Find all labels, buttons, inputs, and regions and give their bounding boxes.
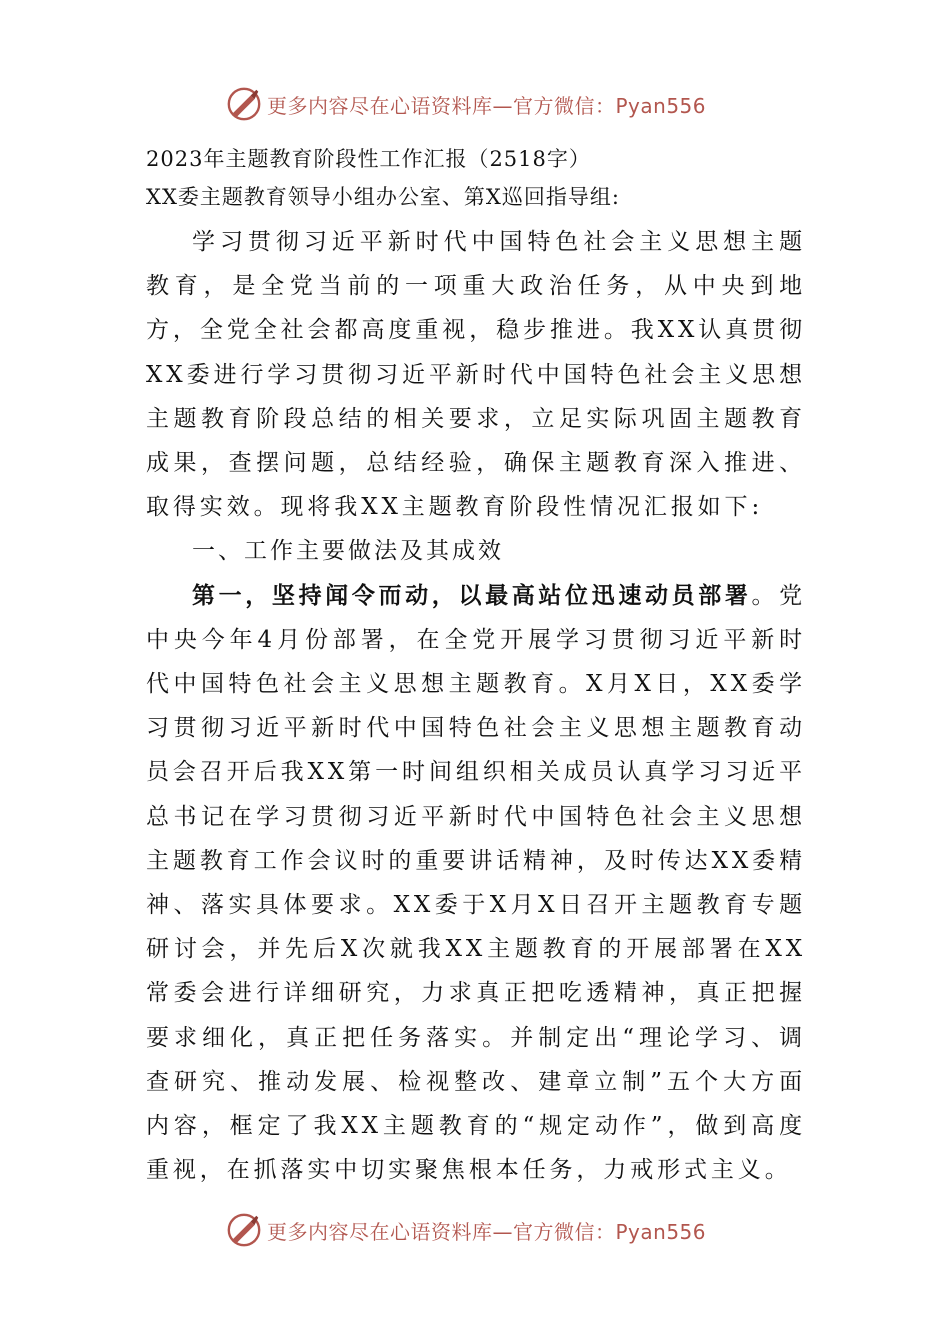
document-title: 2023年主题教育阶段性工作汇报（2518字） <box>146 147 591 171</box>
document-body <box>146 140 806 1192</box>
point-paragraph <box>146 574 806 1193</box>
watermark-text: 更多内容尽在心语资料库—官方微信：Pyan556 <box>267 1219 707 1244</box>
pen-nib-circle-icon <box>225 1211 263 1249</box>
point-body-text: 。党中央今年4月份部署，在全党开展学习贯彻习近平新时代中国特色社会主义思想主题教育。X月X日，XX委学习贯彻习近平新时代中国特色社会主义思想主题教育动员会召开后我XX第一时间组织相关成员认真学习习近平总书记在学习贯彻习近平新时代中国特色社会主义思想主题教育工作会议时的重要讲话精神，及时传达XX委精神、落实具体要求。XX委于X月X日召开主题教育专题研讨会，并先后X次就我XX主题教育的开展部署在XX常委会进行详细研究，力求真正把吃透精神，真正把握要求细化，真正把任务落实。并制定出“理论学习、调查研究、推动发展、检视整改、建章立制”五个大方面内容，框定了我XX主题教育的“规定动作”，做到高度重视，在抓落实中切实聚焦根本任务，力戒形式主义。 <box>146 582 806 1184</box>
point-lead-text: 第一，坚持闻令而动，以最高站位迅速动员部署 <box>192 581 752 609</box>
watermark-text: 更多内容尽在心语资料库—官方微信：Pyan556 <box>267 93 707 118</box>
intro-paragraph: 学习贯彻习近平新时代中国特色社会主义思想主题教育，是全党当前的一项重大政治任务，从中央到地方，全党全社会都高度重视，稳步推进。我XX认真贯彻XX委进行学习贯彻习近平新时代中国特色社会主义思想主题教育阶段总结的相关要求，立足实际巩固主题教育成果，查摆问题，总结经验，确保主题教育深入推进、取得实效。现将我XX主题教育阶段性情况汇报如下: <box>146 229 806 521</box>
watermark-banner-bottom <box>225 1208 745 1252</box>
section-heading: 一、工作主要做法及其成效 <box>192 538 504 565</box>
pen-nib-circle-icon <box>225 85 263 123</box>
watermark-banner-top <box>225 82 745 126</box>
document-addressee: XX委主题教育领导小组办公室、第X巡回指导组: <box>146 185 620 209</box>
